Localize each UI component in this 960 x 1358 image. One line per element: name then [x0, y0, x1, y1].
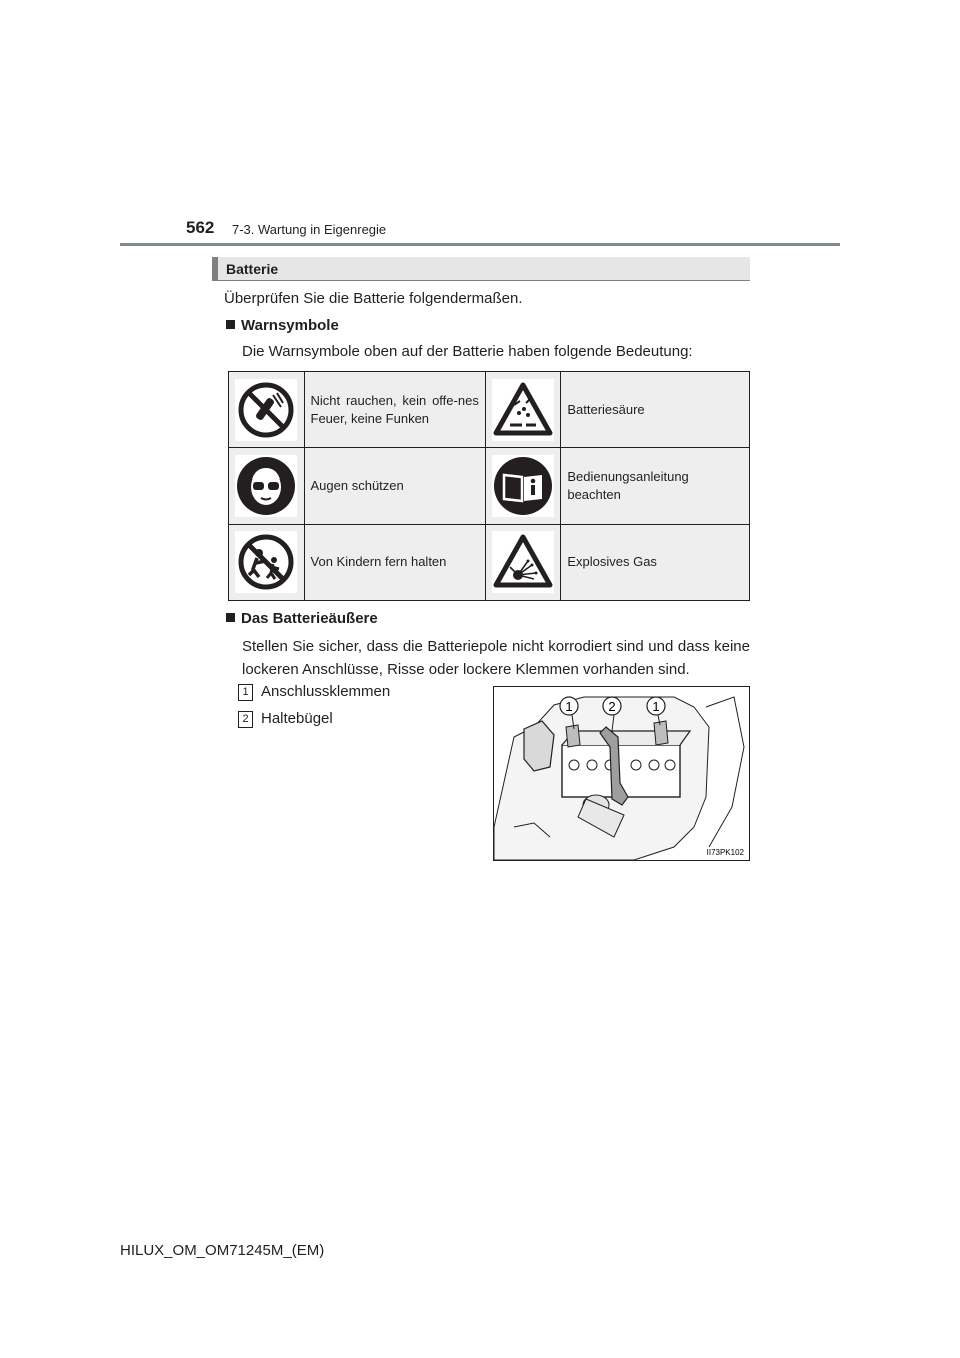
callout-number: 2	[238, 711, 253, 728]
page-number: 562	[186, 218, 215, 237]
header-divider	[120, 243, 840, 246]
symbol-cell	[229, 448, 305, 524]
eye-protection-icon	[235, 455, 297, 517]
callout-item	[238, 710, 333, 728]
symbol-cell	[229, 372, 305, 448]
symbol-cell	[229, 524, 305, 600]
table-row	[229, 448, 750, 524]
no-smoking-icon	[235, 379, 297, 441]
symbol-label: Bedienungsanleitung beachten	[561, 448, 750, 524]
symbol-label: Batteriesäure	[561, 372, 750, 448]
bullet-square-icon	[226, 613, 235, 622]
intro-text: Überprüfen Sie die Batterie folgendermaßen.	[224, 290, 523, 307]
symbol-cell	[485, 372, 561, 448]
battery-drawing	[494, 687, 749, 860]
warnsymbole-heading-text: Warnsymbole	[241, 317, 339, 334]
read-manual-icon	[492, 455, 554, 517]
figure-marker: 1	[652, 699, 660, 714]
footer-document-code: HILUX_OM_OM71245M_(EM)	[120, 1242, 325, 1259]
batterieaeussere-subheading	[226, 610, 378, 627]
batterieaeussere-heading-text: Das Batterieäußere	[241, 610, 378, 627]
symbol-label: Explosives Gas	[561, 524, 750, 600]
battery-illustration	[493, 686, 750, 861]
figure-marker: 2	[608, 699, 616, 714]
warning-symbols-table	[228, 371, 750, 601]
bullet-square-icon	[226, 320, 235, 329]
symbol-label: Von Kindern fern halten	[304, 524, 485, 600]
warnsymbole-description: Die Warnsymbole oben auf der Batterie haben folgende Bedeutung:	[242, 343, 693, 360]
table-row	[229, 372, 750, 448]
symbol-cell	[485, 524, 561, 600]
battery-acid-icon	[492, 379, 554, 441]
callout-item	[238, 683, 390, 701]
symbol-label: Augen schützen	[304, 448, 485, 524]
table-row	[229, 524, 750, 600]
section-heading-bar	[212, 257, 750, 281]
section-heading: Batterie	[226, 261, 279, 277]
figure-code: II73PK102	[706, 848, 744, 857]
figure-marker: 1	[565, 699, 573, 714]
section-title: 7-3. Wartung in Eigenregie	[232, 222, 387, 237]
keep-away-from-children-icon	[235, 531, 297, 593]
batterieaeussere-text: Stellen Sie sicher, dass die Batteriepole nicht korrodiert sind und dass keine lockeren Anschlüsse, Risse oder lockere Klemmen vorhanden sind.	[242, 638, 750, 678]
symbol-cell	[485, 448, 561, 524]
callout-number: 1	[238, 684, 253, 701]
callout-label: Anschlussklemmen	[261, 683, 391, 700]
warnsymbole-subheading	[226, 317, 339, 334]
callout-label: Haltebügel	[261, 710, 333, 727]
explosive-gas-icon	[492, 531, 554, 593]
symbol-label: Nicht rauchen, kein offe-nes Feuer, keine Funken	[304, 372, 485, 448]
